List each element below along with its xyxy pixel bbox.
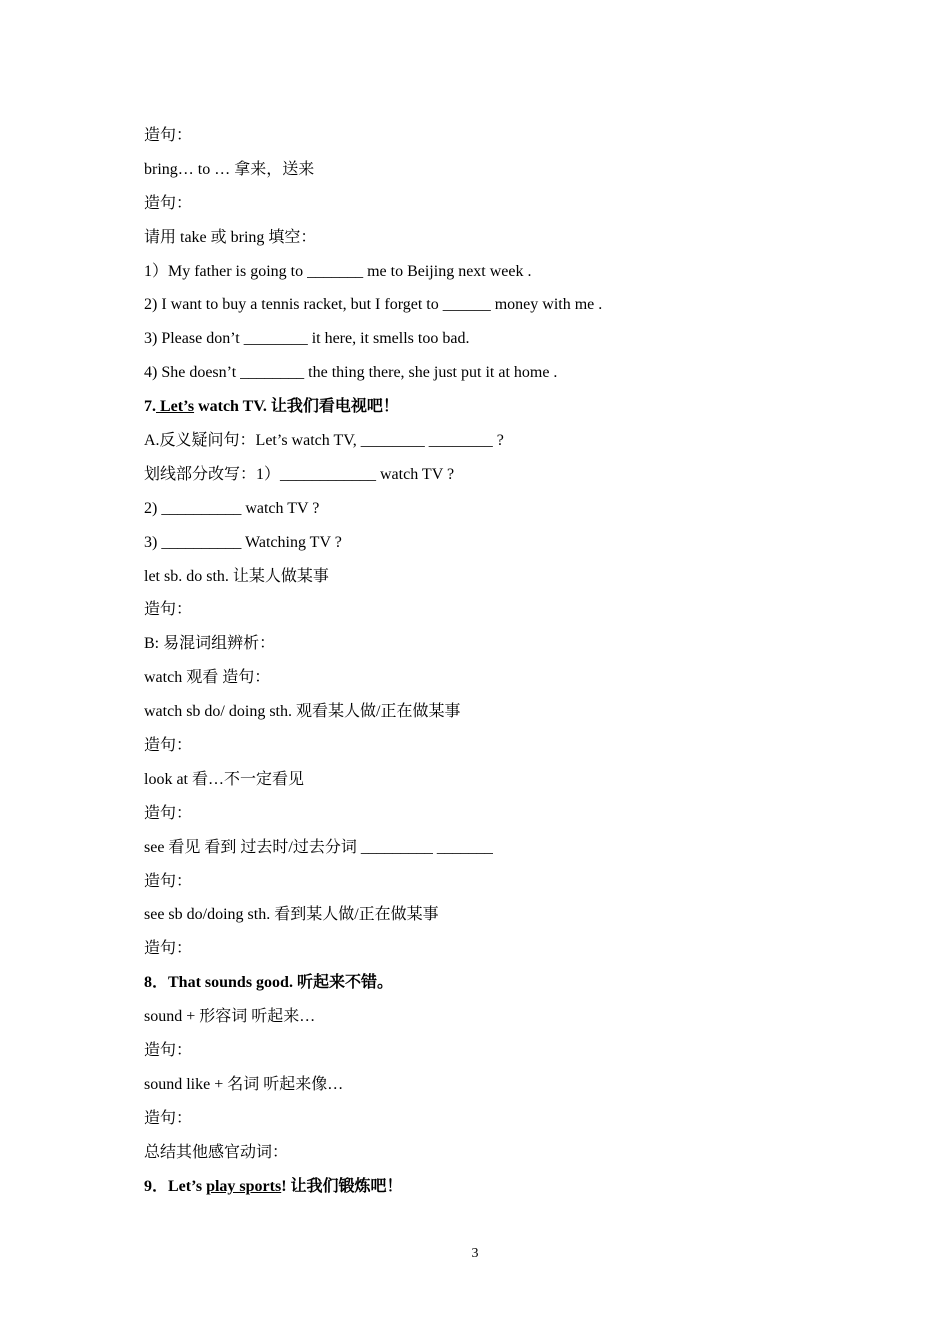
text-line: 总结其他感官动词： <box>144 1143 289 1161</box>
text-line: watch 观看 造句： <box>144 669 271 687</box>
heading-9-rest: ! 让我们锻炼吧！ <box>281 1177 403 1195</box>
heading-9-start: 9．Let’s <box>144 1177 207 1195</box>
text-line: 2) __________ watch TV ? <box>144 499 320 517</box>
text-line: 造句： <box>144 1042 193 1060</box>
text-line: 请用 take 或 bring 填空： <box>144 228 317 246</box>
text-line: 造句： <box>144 872 193 890</box>
section-heading-9 <box>144 1173 844 1207</box>
text-line: see sb do/doing sth. 看到某人做/正在做某事 <box>144 906 439 924</box>
text-line: A.反义疑问句：Let’s watch TV, ________ ________ ? <box>144 432 504 450</box>
exercise-line-4: 4) She doesn’t ________ the thing there, she just put it at home . <box>144 364 558 382</box>
text-line: 3) __________ Watching TV ? <box>144 533 342 551</box>
text-line: 造句： <box>144 194 193 212</box>
text-line: 造句： <box>144 601 193 619</box>
text-line: 划线部分改写：1）____________ watch TV ? <box>144 465 455 483</box>
text-line: let sb. do sth. 让某人做某事 <box>144 567 329 585</box>
heading-9-underlined: play sports <box>206 1177 282 1195</box>
heading-7-underlined: Let’s <box>156 398 195 416</box>
exercise-line-3: 3) Please don’t ________ it here, it smells too bad. <box>144 330 470 348</box>
text-line: look at 看…不一定看见 <box>144 770 304 788</box>
heading-7-rest: watch TV. 让我们看电视吧！ <box>194 398 399 416</box>
page-number: 3 <box>471 1246 479 1261</box>
text-line: watch sb do/ doing sth. 观看某人做/正在做某事 <box>144 703 461 721</box>
text-line: sound + 形容词 听起来… <box>144 1008 316 1026</box>
text-line: sound like + 名词 听起来像… <box>144 1075 344 1093</box>
heading-7-number: 7. <box>144 398 156 416</box>
text-line: B: 易混词组辨析： <box>144 635 276 653</box>
text-line: 造句： <box>144 127 193 144</box>
text-line: 造句： <box>144 804 193 822</box>
exercise-line-1: 1）My father is going to _______ me to Beijing next week . <box>144 262 532 280</box>
exercise-line-2: 2) I want to buy a tennis racket, but I forget to ______ money with me . <box>144 296 603 314</box>
text-line: see 看见 看到 过去时/过去分词 _________ _______ <box>144 838 493 856</box>
section-heading-8: 8．That sounds good. 听起来不错。 <box>144 974 393 992</box>
text-line: 造句： <box>144 1109 193 1127</box>
text-line: 造句： <box>144 737 193 755</box>
text-line: 造句： <box>144 940 193 958</box>
text-line: bring… to … 拿来，送来 <box>144 160 315 178</box>
text-body <box>144 122 844 1207</box>
section-heading-7 <box>144 393 844 427</box>
